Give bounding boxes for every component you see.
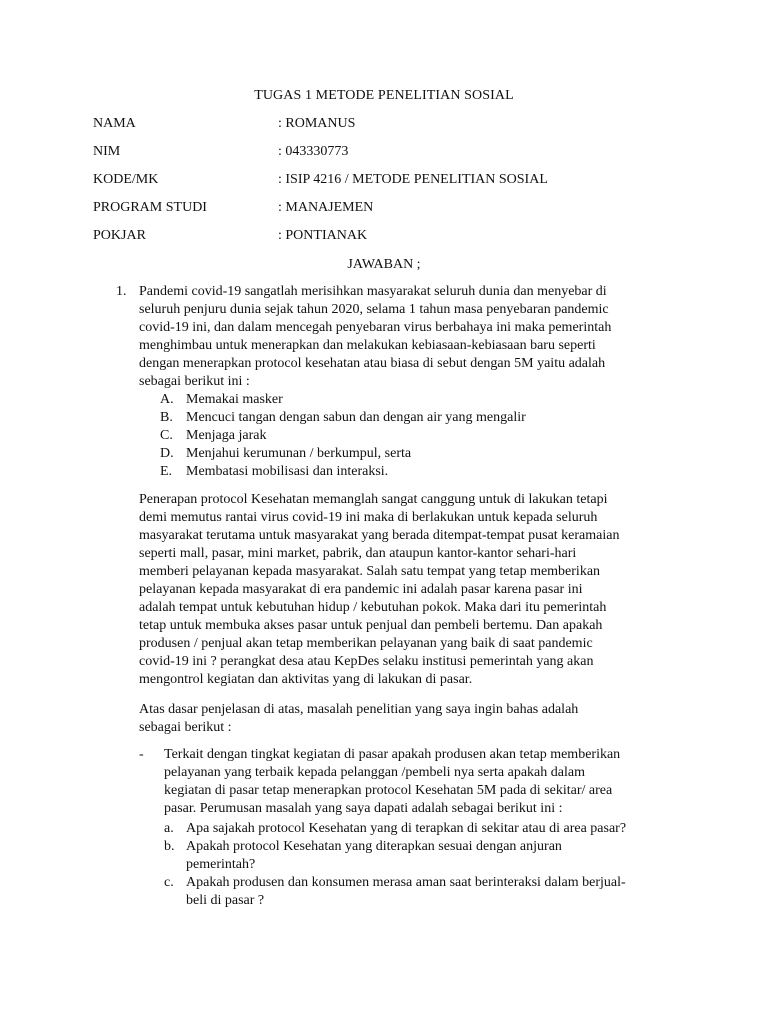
- info-label: KODE/MK: [93, 172, 159, 187]
- list-marker: C.: [160, 428, 173, 443]
- info-label: POKJAR: [93, 228, 146, 243]
- list-marker: B.: [160, 410, 173, 425]
- list-text: Membatasi mobilisasi dan interaksi.: [186, 464, 389, 479]
- question-number: 1.: [116, 284, 127, 299]
- paragraph-line: Penerapan protocol Kesehatan memanglah sangat canggung untuk di lakukan tetapi: [139, 492, 608, 507]
- list-marker: b.: [164, 839, 175, 854]
- list-text: Menjaga jarak: [186, 428, 267, 443]
- list-text: Mencuci tangan dengan sabun dan dengan air yang mengalir: [186, 410, 526, 425]
- paragraph-line: covid-19 ini ? perangkat desa atau KepDes selaku institusi pemerintah yang akan: [139, 654, 594, 669]
- jawaban-heading: JAWABAN ;: [347, 257, 421, 272]
- paragraph-line: demi memutus rantai virus covid-19 ini maka di berlakukan untuk kepada seluruh: [139, 510, 598, 525]
- dash-bullet: -: [139, 747, 144, 762]
- info-value: : ISIP 4216 / METODE PENELITIAN SOSIAL: [278, 172, 548, 187]
- paragraph-line: memberi pelayanan kepada masyarakat. Salah satu tempat yang tetap memberikan: [139, 564, 601, 579]
- info-value: : 043330773: [278, 144, 349, 159]
- paragraph-line: kegiatan di pasar tetap menerapkan protocol Kesehatan 5M pada di sekitar/ area: [164, 783, 613, 798]
- info-value: : PONTIANAK: [278, 228, 368, 243]
- paragraph-line: covid-19 ini, dan dalam mencegah penyebaran virus berbahaya ini maka pemerintah: [139, 320, 612, 335]
- paragraph-line: dengan menerapkan protocol kesehatan atau biasa di sebut dengan 5M yaitu adalah: [139, 356, 606, 371]
- paragraph-line: mengontrol kegiatan dan aktivitas yang di lakukan di pasar.: [139, 672, 473, 687]
- paragraph-line: sebagai berikut ini :: [139, 374, 250, 389]
- paragraph-line: sebagai berikut :: [139, 720, 232, 735]
- paragraph-line: Terkait dengan tingkat kegiatan di pasar apakah produsen akan tetap memberikan: [164, 747, 621, 762]
- research-intro-paragraph: [139, 701, 679, 737]
- info-value: : MANAJEMEN: [278, 200, 374, 215]
- list-text: Memakai masker: [186, 392, 283, 407]
- list-text: Apakah protocol Kesehatan yang diterapkan sesuai dengan anjuran: [186, 839, 562, 854]
- paragraph-line: adalah tempat untuk kebutuhan hidup / kebutuhan pokok. Maka dari itu pemerintah: [139, 600, 607, 615]
- paragraph-line: Atas dasar penjelasan di atas, masalah penelitian yang saya ingin bahas adalah: [139, 702, 579, 717]
- list-text: beli di pasar ?: [186, 893, 265, 908]
- info-label: NIM: [93, 144, 121, 159]
- body-paragraph: [139, 491, 679, 689]
- paragraph-line: seluruh penjuru dunia sejak tahun 2020, selama 1 tahun masa penyebaran pandemic: [139, 302, 609, 317]
- list-text: Menjahui kerumunan / berkumpul, serta: [186, 446, 412, 461]
- list-marker: D.: [160, 446, 174, 461]
- list-marker: c.: [164, 875, 174, 890]
- list-text: Apakah produsen dan konsumen merasa aman saat berinteraksi dalam berjual-: [186, 875, 626, 890]
- list-text: Apa sajakah protocol Kesehatan yang di terapkan di sekitar atau di area pasar?: [186, 821, 627, 836]
- paragraph-line: produsen / penjual akan tetap memberikan pelayanan yang baik di saat pandemic: [139, 636, 593, 651]
- paragraph-line: masyarakat terutama untuk masyarakat yang berada ditempat-tempat pusat keramaian: [139, 528, 620, 543]
- paragraph-line: menghimbau untuk menerapkan dan melakukan kebiasaan-kebiasaan baru seperti: [139, 338, 596, 353]
- list-marker: E.: [160, 464, 173, 479]
- list-text: pemerintah?: [186, 857, 256, 872]
- info-label: NAMA: [93, 116, 136, 131]
- list-marker: A.: [160, 392, 174, 407]
- paragraph-line: pelayanan yang terbaik kepada pelanggan /pembeli nya serta apakah dalam: [164, 765, 585, 780]
- paragraph-line: tetap untuk membuka akses pasar untuk penjual dan pembeli bertemu. Dan apakah: [139, 618, 603, 633]
- paragraph-line: pelayanan kepada masyarakat di era pandemic ini adalah pasar karena pasar ini: [139, 582, 583, 597]
- paragraph-line: Pandemi covid-19 sangatlah merisihkan masyarakat seluruh dunia dan menyebar di: [139, 284, 607, 299]
- problem-context-paragraph: [164, 746, 679, 818]
- info-label: PROGRAM STUDI: [93, 200, 207, 215]
- paragraph-line: pasar. Perumusan masalah yang saya dapati adalah sebagai berikut ini :: [164, 801, 563, 816]
- intro-paragraph: [139, 283, 679, 391]
- list-marker: a.: [164, 821, 174, 836]
- page-title: TUGAS 1 METODE PENELITIAN SOSIAL: [254, 88, 514, 103]
- paragraph-line: seperti mall, pasar, mini market, pabrik, dan ataupun kantor-kantor sehari-hari: [139, 546, 577, 561]
- info-value: : ROMANUS: [278, 116, 356, 131]
